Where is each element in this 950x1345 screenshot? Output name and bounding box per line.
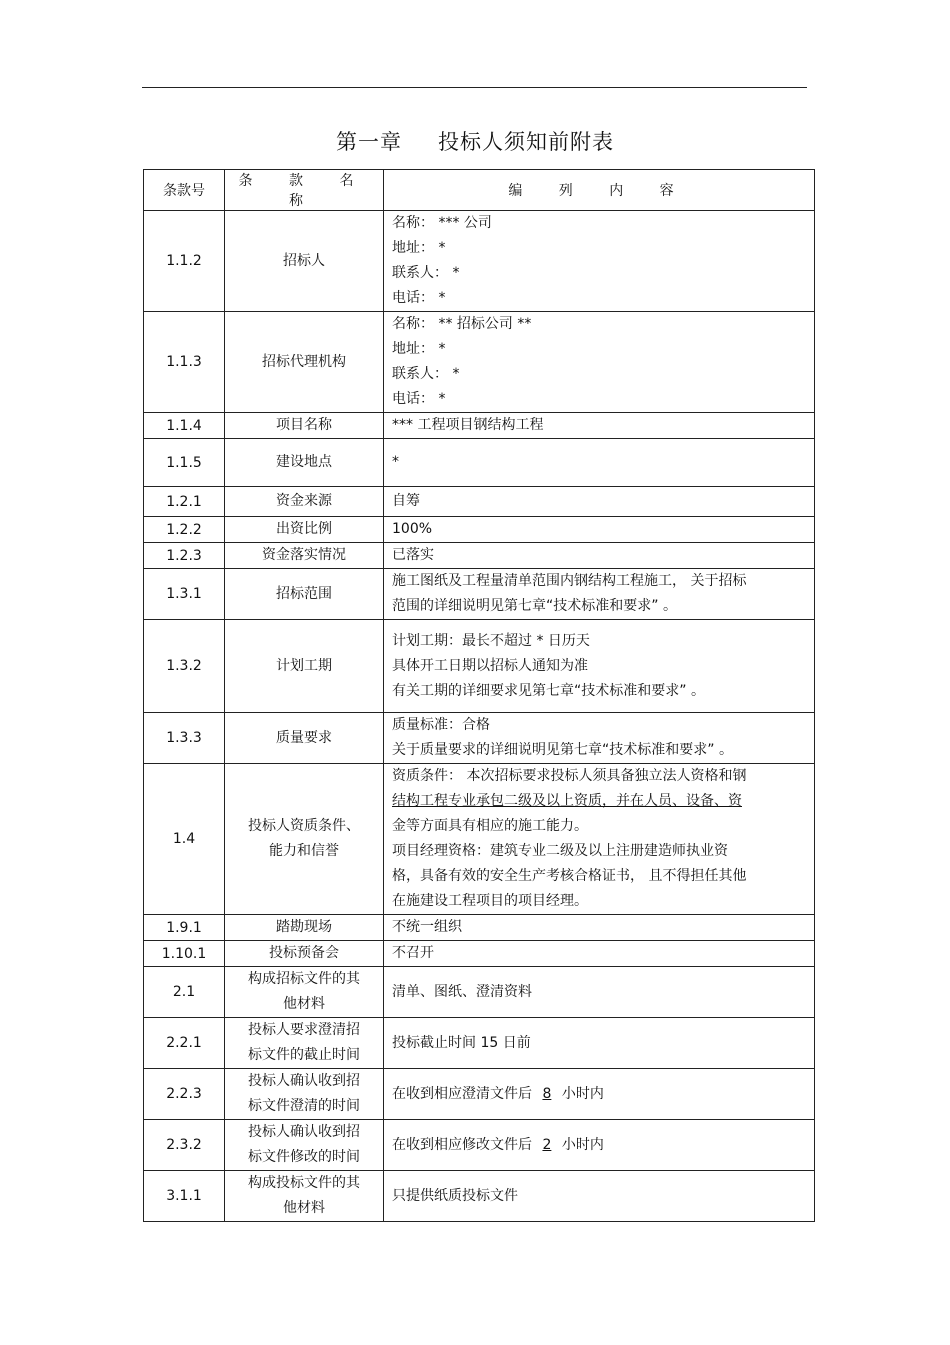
clause-no: 1.4 [144, 764, 225, 915]
header-content: 编 列 内 容 [384, 170, 815, 211]
clause-no: 3.1.1 [144, 1171, 225, 1222]
clause-no: 1.1.3 [144, 312, 225, 413]
title-text: 投标人须知前附表 [438, 130, 614, 154]
clause-name: 踏勘现场 [225, 915, 384, 941]
clause-no: 1.2.1 [144, 487, 225, 517]
table-row [144, 620, 815, 713]
clause-no: 2.2.1 [144, 1018, 225, 1069]
table-row [144, 967, 815, 1018]
clause-name: 招标人 [225, 211, 384, 312]
clause-no: 2.3.2 [144, 1120, 225, 1171]
clause-content: 100% [384, 517, 815, 543]
table-row [144, 543, 815, 569]
clause-name: 投标预备会 [225, 941, 384, 967]
clause-name: 投标人资质条件、 能力和信誉 [225, 764, 384, 915]
clause-content: 质量标准：合格 关于质量要求的详细说明见第七章“技术标准和要求” 。 [384, 713, 815, 764]
table-row [144, 439, 815, 487]
table-row [144, 312, 815, 413]
table-row [144, 1120, 815, 1171]
clause-content: 在收到相应澄清文件后 8 小时内 [384, 1069, 815, 1120]
clause-no: 1.2.3 [144, 543, 225, 569]
clause-content: 已落实 [384, 543, 815, 569]
clause-content: 只提供纸质投标文件 [384, 1171, 815, 1222]
chapter-label: 第一章 [336, 130, 402, 154]
clause-name: 构成招标文件的其 他材料 [225, 967, 384, 1018]
clause-no: 1.9.1 [144, 915, 225, 941]
hours-value: 2 [542, 1136, 552, 1153]
clause-no: 1.3.2 [144, 620, 225, 713]
header-clause-no: 条款号 [144, 170, 225, 211]
clause-name: 招标代理机构 [225, 312, 384, 413]
clause-no: 1.10.1 [144, 941, 225, 967]
clause-content: 不召开 [384, 941, 815, 967]
header-rule [142, 87, 807, 88]
clause-name: 构成投标文件的其 他材料 [225, 1171, 384, 1222]
hours-value: 8 [542, 1085, 552, 1102]
clause-name: 项目名称 [225, 413, 384, 439]
clause-no: 1.3.1 [144, 569, 225, 620]
clause-no: 1.3.3 [144, 713, 225, 764]
table-row [144, 941, 815, 967]
clause-content: 名称： *** 公司 地址： * 联系人： * 电话： * [384, 211, 815, 312]
clause-content: *** 工程项目钢结构工程 [384, 413, 815, 439]
page-title [0, 126, 950, 156]
table-row [144, 713, 815, 764]
table-row [144, 1069, 815, 1120]
clause-content: 不统一组织 [384, 915, 815, 941]
clause-no: 1.1.2 [144, 211, 225, 312]
clause-content: 清单、图纸、澄清资料 [384, 967, 815, 1018]
clause-no: 1.1.4 [144, 413, 225, 439]
clause-name: 投标人确认收到招 标文件修改的时间 [225, 1120, 384, 1171]
clause-content: * [384, 439, 815, 487]
clause-name: 建设地点 [225, 439, 384, 487]
bid-info-table [143, 169, 815, 1222]
clause-content: 自筹 [384, 487, 815, 517]
clause-content: 在收到相应修改文件后 2 小时内 [384, 1120, 815, 1171]
table-row [144, 915, 815, 941]
clause-content: 名称： ** 招标公司 ** 地址： * 联系人： * 电话： * [384, 312, 815, 413]
clause-no: 1.1.5 [144, 439, 225, 487]
table-header-row [144, 170, 815, 211]
clause-content: 投标截止时间 15 日前 [384, 1018, 815, 1069]
clause-name: 出资比例 [225, 517, 384, 543]
clause-name: 招标范围 [225, 569, 384, 620]
clause-name: 质量要求 [225, 713, 384, 764]
header-clause-name: 条 款 名 称 [225, 170, 384, 211]
clause-content: 计划工期：最长不超过 * 日历天 具体开工日期以招标人通知为准 有关工期的详细要求见第七章“技术标准和要求” 。 [384, 620, 815, 713]
table-row [144, 1018, 815, 1069]
clause-no: 2.2.3 [144, 1069, 225, 1120]
table-row [144, 517, 815, 543]
clause-content: 施工图纸及工程量清单范围内钢结构工程施工， 关于招标 范围的详细说明见第七章“技术标准和要求” 。 [384, 569, 815, 620]
clause-name: 投标人要求澄清招 标文件的截止时间 [225, 1018, 384, 1069]
clause-name: 计划工期 [225, 620, 384, 713]
table-row [144, 1171, 815, 1222]
clause-name: 投标人确认收到招 标文件澄清的时间 [225, 1069, 384, 1120]
table-row [144, 569, 815, 620]
clause-no: 2.1 [144, 967, 225, 1018]
clause-no: 1.2.2 [144, 517, 225, 543]
clause-name: 资金落实情况 [225, 543, 384, 569]
clause-name: 资金来源 [225, 487, 384, 517]
table-row [144, 487, 815, 517]
clause-content: 资质条件： 本次招标要求投标人须具备独立法人资格和钢 结构工程专业承包二级及以上资质，并在人员、设备、资 金等方面具有相应的施工能力。 项目经理资格：建筑专业二级及以上注册建造师执业资 格，具备有效的安全生产考核合格证书， 且不得担任其他 在施建设工程项目的项目经理。 [384, 764, 815, 915]
table-row [144, 413, 815, 439]
table-row [144, 211, 815, 312]
table-row [144, 764, 815, 915]
